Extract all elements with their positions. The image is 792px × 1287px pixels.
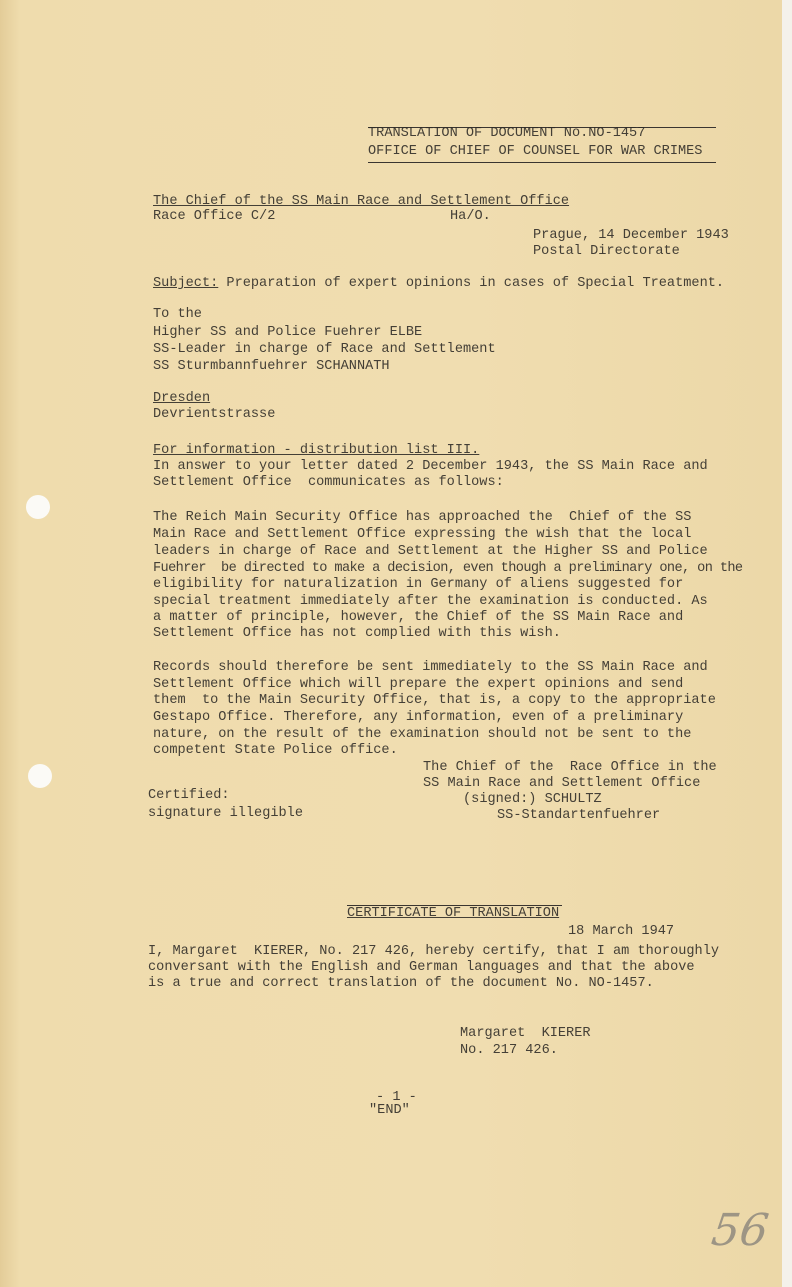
signature-line1: The Chief of the Race Office in the [423,760,717,775]
office: Race Office C/2 [153,209,276,224]
signature-line2: SS Main Race and Settlement Office [423,776,701,791]
addressee-line: To the [153,307,202,322]
para1-line: Main Race and Settlement Office expressing the wish that the local [153,527,692,542]
header-line1: TRANSLATION OF DOCUMENT No.NO-1457 [368,126,646,141]
para1-line: eligibility for naturalization in Germany of aliens suggested for [153,577,684,592]
distribution: For information - distribution list III. [153,443,480,458]
certified-note: signature illegible [148,806,303,821]
subject-text: Preparation of expert opinions in cases of Special Treatment. [218,276,725,291]
para2-line: Settlement Office which will prepare the expert opinions and send [153,677,684,692]
certificate-title: CERTIFICATE OF TRANSLATION [347,906,560,921]
header-line2: OFFICE OF CHIEF OF COUNSEL FOR WAR CRIMES [368,144,703,159]
end-marker: "END" [369,1103,410,1118]
para2-line: Gestapo Office. Therefore, any information, even of a preliminary [153,710,684,725]
para2-line: nature, on the result of the examination should not be sent to the [153,727,692,742]
subject [153,276,724,292]
scan-edge [782,0,792,1287]
place-date: Prague, 14 December 1943 [533,228,729,243]
reference: Ha/O. [450,209,491,224]
intro-line: In answer to your letter dated 2 December 1943, the SS Main Race and [153,459,708,474]
punch-hole [28,764,52,788]
certified-label: Certified: [148,788,230,803]
addressee-line: Higher SS and Police Fuehrer ELBE [153,325,423,340]
certificate-date: 18 March 1947 [568,924,675,939]
sender: The Chief of the SS Main Race and Settlement Office [153,194,570,209]
street: Devrientstrasse [153,407,276,422]
location: Postal Directorate [533,244,680,259]
para1-line: special treatment immediately after the examination is conducted. As [153,594,708,609]
translator-name: Margaret KIERER [460,1026,591,1041]
para2-line: them to the Main Security Office, that is, a copy to the appropriate [153,693,716,708]
para1-line: The Reich Main Security Office has approached the Chief of the SS [153,510,692,525]
handwritten-page-number: 56 [708,1205,772,1256]
signed-name: (signed:) SCHULTZ [463,792,602,807]
translator-number: No. 217 426. [460,1043,558,1058]
city: Dresden [153,391,211,406]
para2-line: competent State Police office. [153,743,398,758]
para2-line: Records should therefore be sent immediately to the SS Main Race and [153,660,708,675]
intro-line: Settlement Office communicates as follows: [153,475,504,490]
signature-rank: SS-Standartenfuehrer [497,808,661,823]
header-rule-bottom [368,162,716,163]
addressee-line: SS Sturmbannfuehrer SCHANNATH [153,359,390,374]
para1-line: Settlement Office has not complied with this wish. [153,626,561,641]
punch-hole [26,495,50,519]
page-number: - 1 - [376,1090,417,1105]
para1-line: a matter of principle, however, the Chief of the SS Main Race and [153,610,684,625]
certificate-line: I, Margaret KIERER, No. 217 426, hereby certify, that I am thoroughly [148,944,720,959]
subject-label: Subject: [153,276,219,291]
addressee-line: SS-Leader in charge of Race and Settlement [153,342,496,357]
certificate-line: conversant with the English and German languages and that the above [148,960,695,975]
para1-line: Fuehrer be directed to make a decision, even though a preliminary one, on the [153,561,743,576]
certificate-line: is a true and correct translation of the document No. NO-1457. [148,976,654,991]
para1-line: leaders in charge of Race and Settlement at the Higher SS and Police [153,544,708,559]
